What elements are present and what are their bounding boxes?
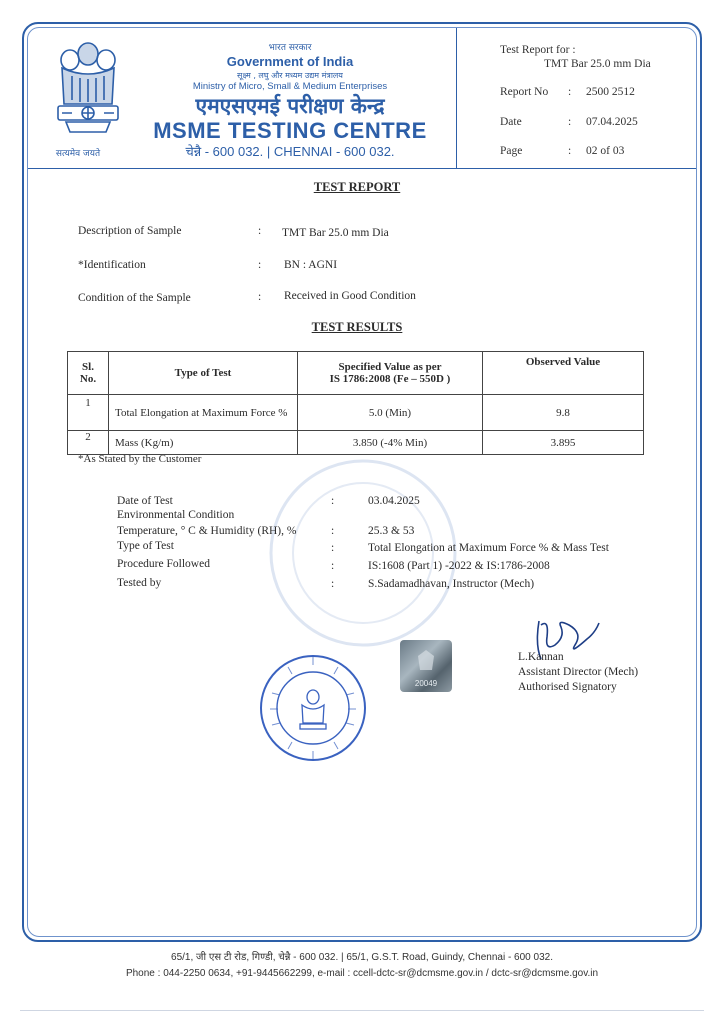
col-specified-line1: Specified Value as per — [338, 361, 442, 373]
col-specified — [298, 352, 483, 395]
identification-value: BN : AGNI — [284, 259, 338, 271]
date-of-test-label: Date of Test — [117, 495, 173, 507]
footer — [0, 950, 724, 982]
description-value: TMT Bar 25.0 mm Dia — [282, 227, 389, 239]
type-of-test-label: Type of Test — [117, 540, 174, 552]
report-no-colon: : — [568, 86, 572, 98]
centre-address: चेन्नै - 600 032. | CHENNAI - 600 032. — [185, 144, 395, 159]
national-emblem-icon — [48, 36, 128, 146]
date-of-test-colon: : — [331, 495, 335, 507]
type-of-test-value: Total Elongation at Maximum Force % & Mass Test — [368, 542, 609, 554]
signatory-designation: Assistant Director (Mech) — [518, 666, 639, 678]
col-type: Type of Test — [109, 352, 298, 395]
emblem-motto: सत्यमेव जयते — [55, 149, 101, 159]
page-colon: : — [568, 145, 572, 157]
date-value: 07.04.2025 — [586, 116, 638, 128]
date-label: Date — [500, 116, 522, 128]
row1-specified: 5.0 (Min) — [298, 395, 483, 431]
ministry-english: Ministry of Micro, Small & Medium Enterprises — [192, 81, 388, 92]
gov-hindi: भारत सरकार — [268, 43, 312, 53]
temperature-value: 25.3 & 53 — [368, 525, 415, 537]
condition-colon: : — [258, 291, 262, 303]
tested-by-value: S.Sadamadhavan, Instructor (Mech) — [368, 578, 535, 590]
col-specified-line2: IS 1786:2008 (Fe – 550D ) — [329, 373, 451, 385]
table-header-row — [68, 352, 644, 395]
test-report-for-label: Test Report for : — [500, 44, 576, 56]
signatory-name: L.Kannan — [518, 651, 564, 663]
customer-note: *As Stated by the Customer — [78, 453, 202, 465]
page-value: 02 of 03 — [586, 145, 625, 157]
page-label: Page — [500, 145, 523, 157]
procedure-label: Procedure Followed — [117, 558, 210, 570]
centre-hindi: एमएसएमई परीक्षण केन्द्र — [195, 94, 385, 118]
row2-observed: 3.895 — [483, 431, 644, 455]
condition-label: Condition of the Sample — [78, 292, 191, 304]
hologram-emblem-icon — [414, 648, 438, 674]
official-seal-icon — [258, 653, 368, 763]
description-colon: : — [258, 225, 262, 237]
date-colon: : — [568, 116, 572, 128]
hologram-code: 20049 — [414, 679, 438, 688]
centre-english: MSME TESTING CENTRE — [153, 118, 427, 143]
header-divider-vertical — [456, 28, 457, 168]
signatory-role: Authorised Signatory — [518, 681, 617, 693]
ministry-hindi: सूक्ष्म , लघु और मध्यम उद्यम मंत्रालय — [237, 71, 343, 80]
report-no-label: Report No — [500, 86, 549, 98]
date-of-test-value: 03.04.2025 — [368, 495, 420, 507]
temperature-colon: : — [331, 525, 335, 537]
footer-address: 65/1, जी एस टी रोड, गिण्डी, चेन्नै - 600 032. | 65/1, G.S.T. Road, Guindy, Chennai - 600 032. — [171, 952, 553, 963]
organization-header — [140, 42, 440, 161]
row1-observed: 9.8 — [483, 395, 644, 431]
col-sl-no: Sl. No. — [68, 352, 109, 395]
hologram-sticker — [400, 640, 452, 692]
footer-contact: Phone : 044-2250 0634, +91-9445662299, e-mail : ccell-dctc-sr@dcmsme.gov.in / dctc-sr@dcmsme.gov.in — [125, 968, 599, 979]
row2-specified: 3.850 (-4% Min) — [298, 431, 483, 455]
signatory-block — [518, 650, 638, 695]
header-divider-horizontal — [28, 168, 696, 169]
tested-by-label: Tested by — [117, 577, 162, 589]
report-no-value: 2500 2512 — [586, 86, 635, 98]
procedure-value: IS:1608 (Part 1) -2022 & IS:1786-2008 — [368, 560, 550, 572]
row2-sl: 2 — [68, 431, 109, 455]
test-report-for-value: TMT Bar 25.0 mm Dia — [544, 58, 651, 70]
table-row — [68, 431, 644, 455]
temperature-label: Temperature, ° C & Humidity (RH), % — [117, 525, 297, 537]
table-row — [68, 395, 644, 431]
results-table — [67, 351, 644, 455]
identification-label: *Identification — [78, 259, 146, 271]
row1-type: Total Elongation at Maximum Force % — [109, 395, 298, 431]
row2-type: Mass (Kg/m) — [109, 431, 298, 455]
col-observed: Observed Value — [483, 352, 644, 395]
procedure-colon: : — [331, 560, 335, 572]
type-of-test-colon: : — [331, 542, 335, 554]
bottom-divider — [20, 1010, 704, 1011]
results-title: TEST RESULTS — [311, 320, 403, 334]
tested-by-colon: : — [331, 578, 335, 590]
identification-colon: : — [258, 259, 262, 271]
gov-english: Government of India — [226, 54, 354, 69]
description-label: Description of Sample — [78, 225, 182, 237]
row1-sl: 1 — [68, 395, 109, 431]
report-title: TEST REPORT — [313, 180, 401, 194]
env-condition-label: Environmental Condition — [117, 509, 235, 521]
condition-value: Received in Good Condition — [284, 290, 416, 302]
